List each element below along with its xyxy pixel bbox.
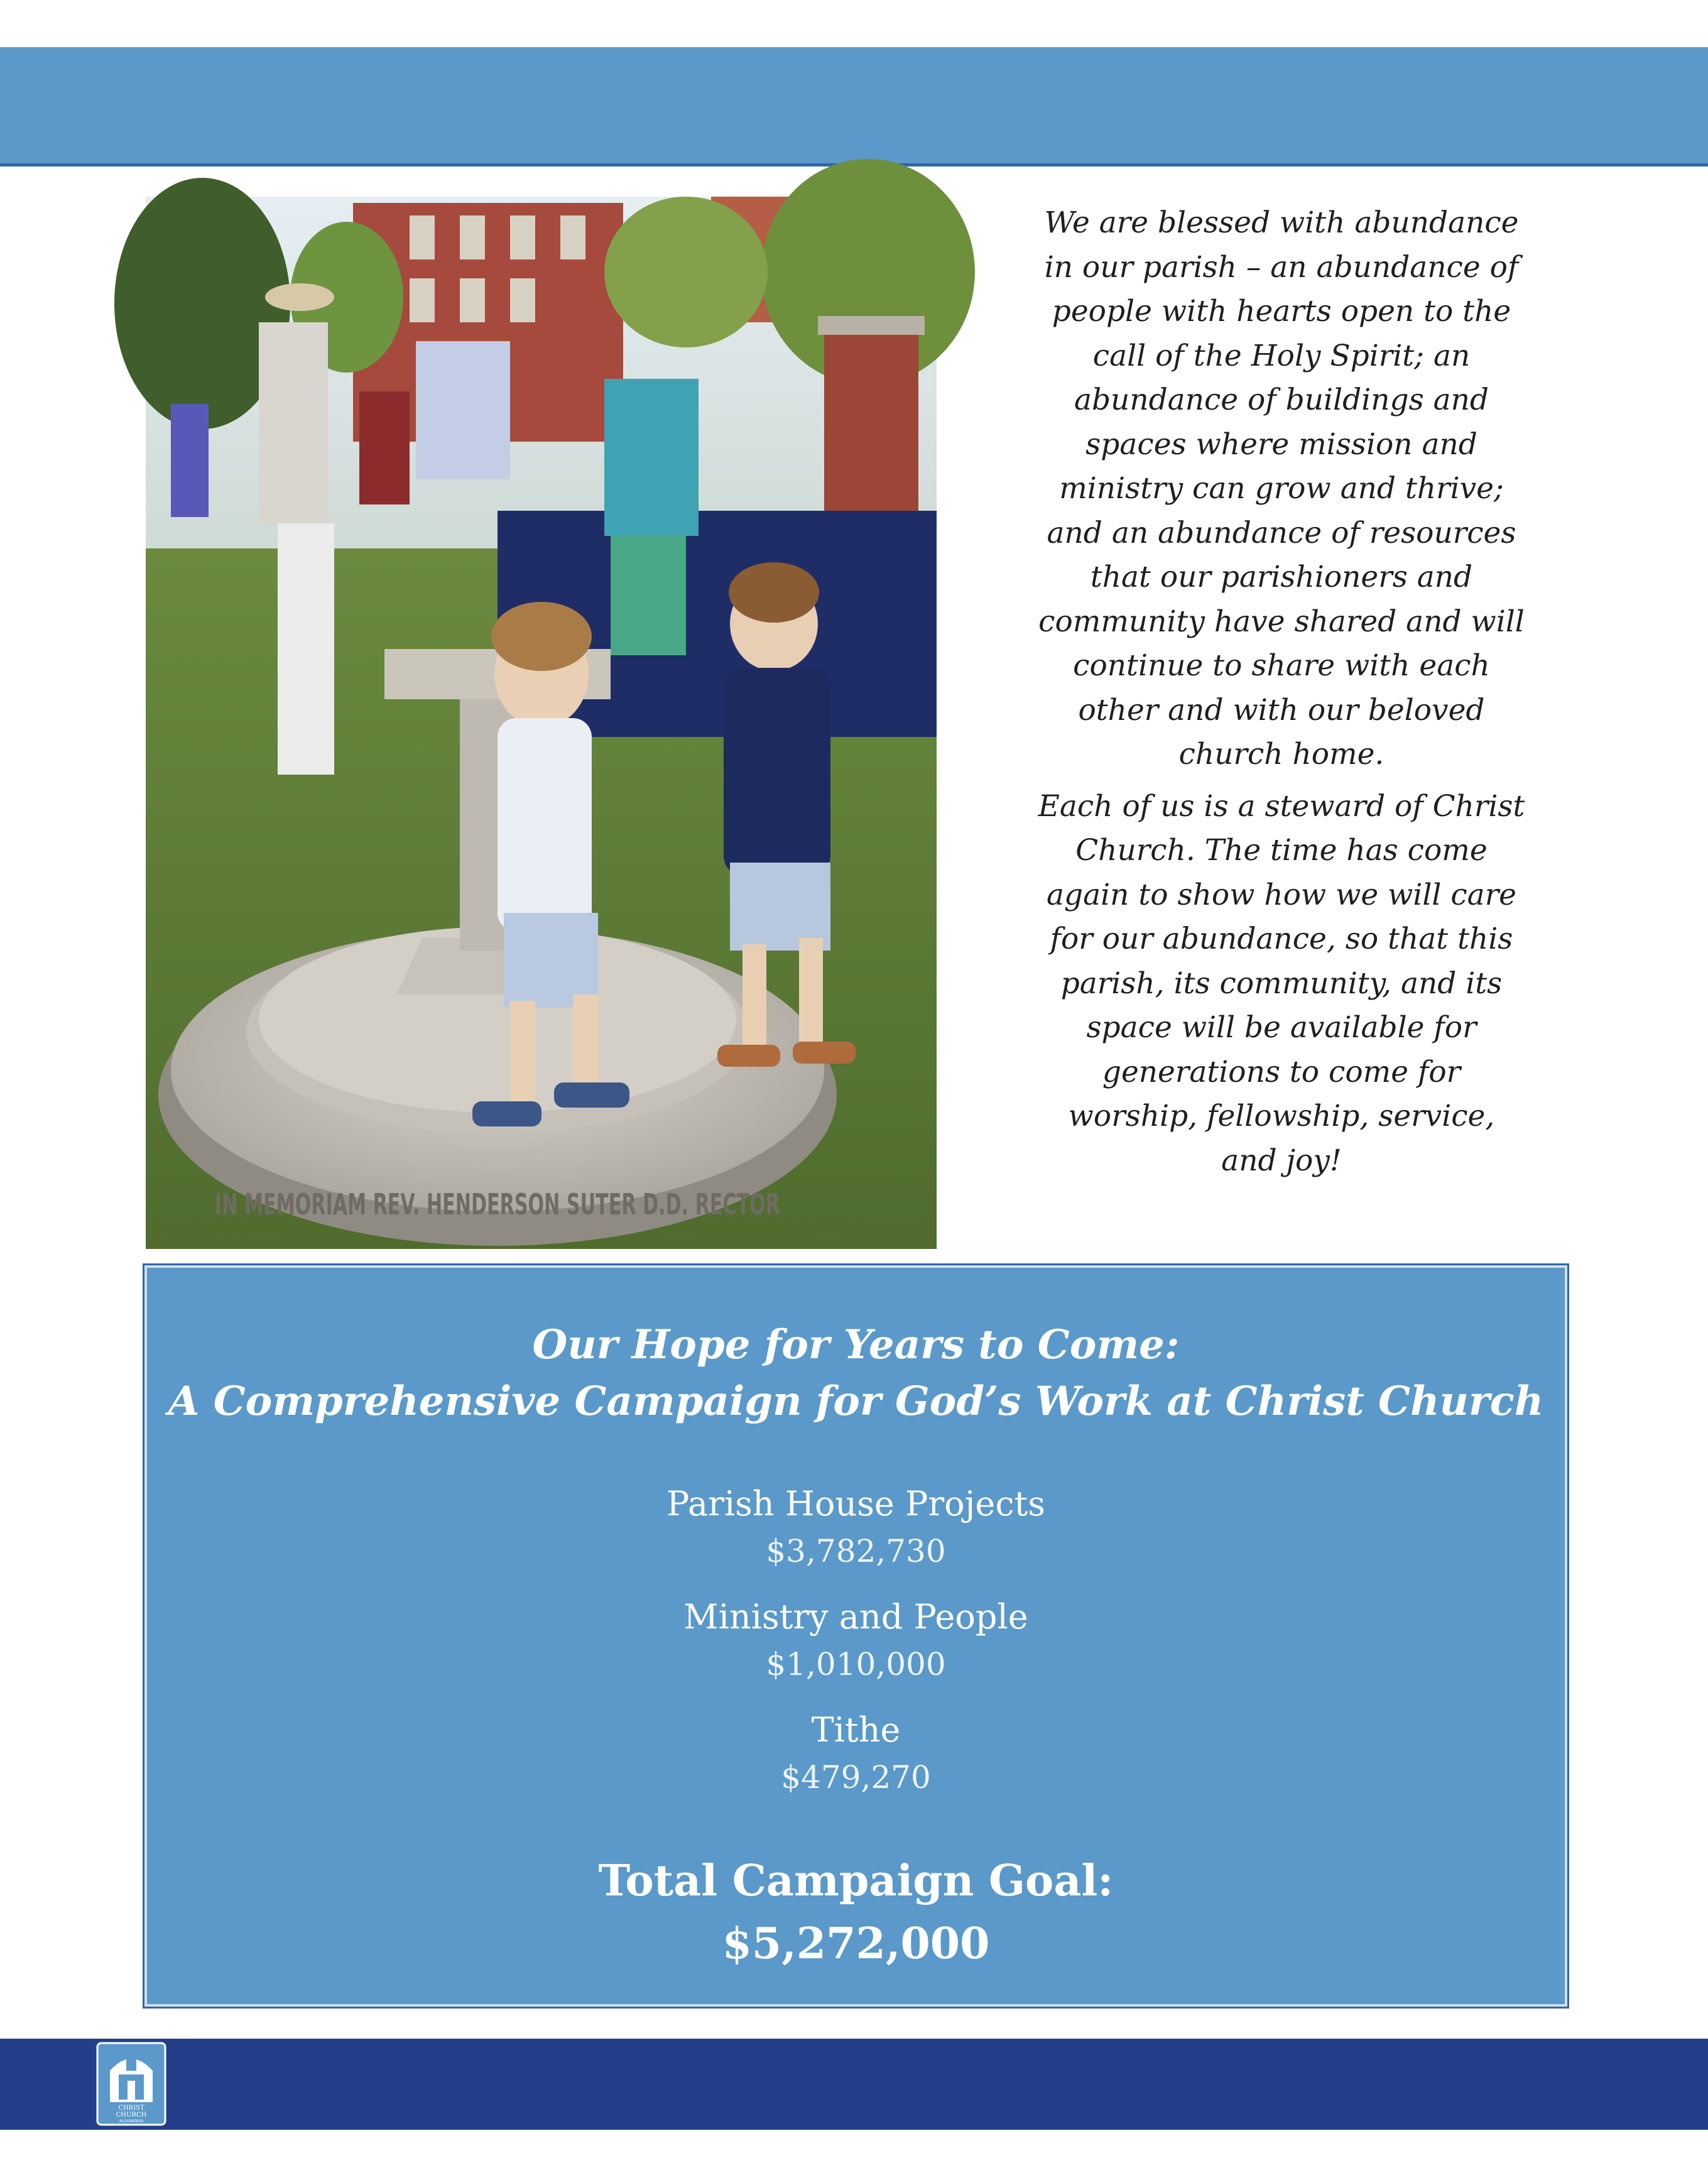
campaign-item-amount: $3,782,730 <box>766 1533 946 1569</box>
campaign-title-line-2: A Comprehensive Campaign for God’s Work at Christ Church <box>168 1378 1544 1425</box>
christ-church-logo <box>96 2042 166 2126</box>
intro-paragraph-2: Each of us is a steward of Christ Church. The time has come again to show how we will care for our abundance, so that this parish, its community, and its space will be available for generations to come for worship, fellowship, service, and joy! <box>1038 788 1525 1178</box>
campaign-summary-box <box>143 1263 1569 2009</box>
logo-text-2: CHURCH <box>116 2112 147 2118</box>
logo-text-1: CHRIST <box>118 2105 144 2112</box>
bottom-banner <box>0 2039 1708 2130</box>
intro-text <box>1036 201 1526 1191</box>
children-at-sundial-image <box>146 197 937 1249</box>
campaign-item-amount: $1,010,000 <box>766 1646 946 1682</box>
total-goal-value: $5,272,000 <box>722 1919 990 1969</box>
churchyard-photo <box>146 197 937 1249</box>
top-banner <box>0 47 1708 163</box>
campaign-item-name: Parish House Projects <box>666 1484 1046 1524</box>
church-steeple-icon <box>96 2042 166 2126</box>
campaign-item-name: Tithe <box>811 1710 901 1750</box>
monument-inscription: IN MEMORIAM REV. HENDERSON SUTER D.D. RECTOR <box>215 1187 780 1221</box>
intro-paragraph-1: We are blessed with abundance in our parish – an abundance of people with hearts open to the call of the Holy Spirit; an abundance of buildings and spaces where mission and ministry can grow and thrive; and an abundance of resources that our parishioners and community have shared and will continue to share with each other and with our beloved church home. <box>1038 205 1525 771</box>
total-goal-label: Total Campaign Goal: <box>598 1856 1114 1906</box>
logo-text-3: ALEXANDRIA <box>119 2119 144 2123</box>
campaign-title-line-1: Our Hope for Years to Come: <box>532 1321 1180 1368</box>
campaign-item-amount: $479,270 <box>781 1759 931 1796</box>
campaign-item-name: Ministry and People <box>683 1597 1028 1637</box>
